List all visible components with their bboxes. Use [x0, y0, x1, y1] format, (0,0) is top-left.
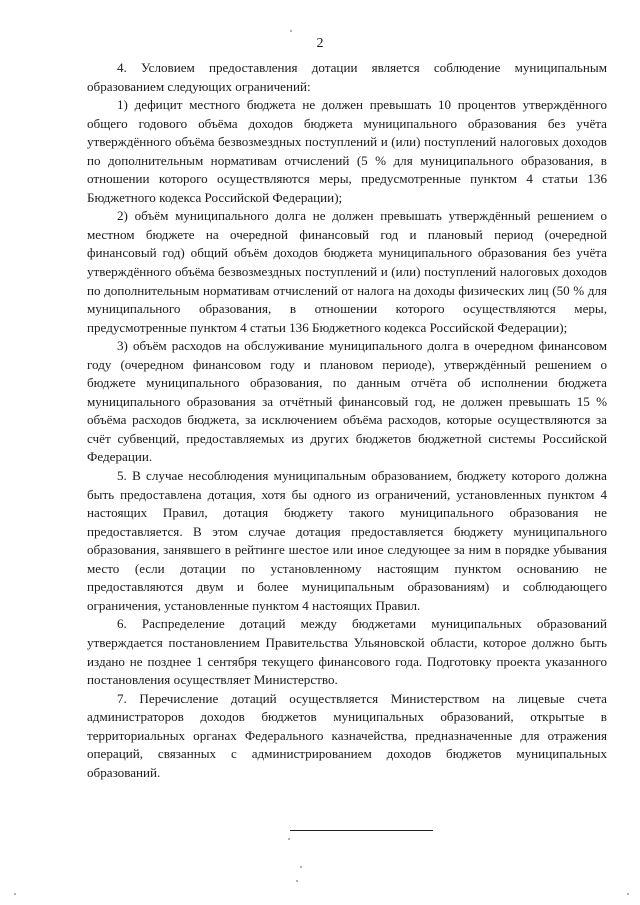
paragraph-4-2: 2) объём муниципального долга не должен превышать утверждённый решением о местном бюджете на очередной финансовый год и плановый период (очередной финансовый год) общий объём доходов бюджета муниципального образования без учёта утверждённого объёма безвозмездных поступлений и (или) поступлений налоговых доходов по дополнительным нормативам отчислений от налога на доходы физических лиц (50 % для муниципального образования, в отношении которого осуществляются меры, предусмотренные пунктом 4 статьи 136 Бюджетного кодекса Российской Федерации);: [87, 208, 607, 335]
document-body: [87, 59, 607, 782]
scan-speck: [296, 880, 298, 882]
scan-speck: [290, 30, 292, 32]
scan-speck: [627, 893, 629, 895]
scan-speck: [300, 866, 302, 868]
scan-speck: [14, 893, 16, 895]
paragraph-5: 5. В случае несоблюдения муниципальным образованием, бюджету которого должна быть предоставлена дотация, хотя бы одного из ограничений, установленных пунктом 4 настоящих Правил, дотация бюджету такого муниципального образования не предоставляется. В этом случае дотация предоставляется бюджету муниципального образования, занявшего в рейтинге шестое или иное следующее за ним в порядке убывания место (если дотации по установленному настоящим пунктом основанию не предоставляются двум и более муниципальным образованиям) и соблюдающего ограничения, установленные пунктом 4 настоящих Правил.: [87, 468, 607, 613]
paragraph-4-3: 3) объём расходов на обслуживание муниципального долга в очередном финансовом году (очередном финансовом году и плановом периоде), утверждённый решением о бюджете муниципального образования, по данным отчёта об исполнении бюджета муниципального образования за отчётный финансовый год, не должен превышать 15 % объёма расходов бюджета, за исключением объёма расходов, которые осуществляются за счёт субвенций, предоставляемых из других бюджетов бюджетной системы Российской Федерации.: [87, 338, 607, 465]
paragraph-7: 7. Перечисление дотаций осуществляется Министерством на лицевые счета администраторов доходов бюджетов муниципальных образований, открытые в территориальных органах Федерального казначейства, предназначенные для отражения операций, связанных с администрированием доходов бюджетов муниципальных образований.: [87, 690, 607, 780]
page-number: 2: [316, 36, 324, 51]
paragraph-4: 4. Условием предоставления дотации является соблюдение муниципальным образованием следующих ограничений:: [87, 60, 607, 94]
scan-speck: [288, 838, 290, 840]
paragraph-6: 6. Распределение дотаций между бюджетами муниципальных образований утверждается постановлением Правительства Ульяновской области, которое должно быть издано не позднее 1 сентября текущего финансового года. Подготовку проекта указанного постановления осуществляет Министерство.: [87, 616, 607, 688]
paragraph-4-1: 1) дефицит местного бюджета не должен превышать 10 процентов утверждённого общего годового объёма доходов бюджета муниципального образования без учёта утверждённого объёма безвозмездных поступлений и (или) поступлений налоговых доходов по дополнительным нормативам отчислений (5 % для муниципального образования, в отношении которого осуществляются меры, предусмотренные пунктом 4 статьи 136 Бюджетного кодекса Российской Федерации);: [87, 97, 607, 205]
closing-line: [290, 830, 433, 831]
